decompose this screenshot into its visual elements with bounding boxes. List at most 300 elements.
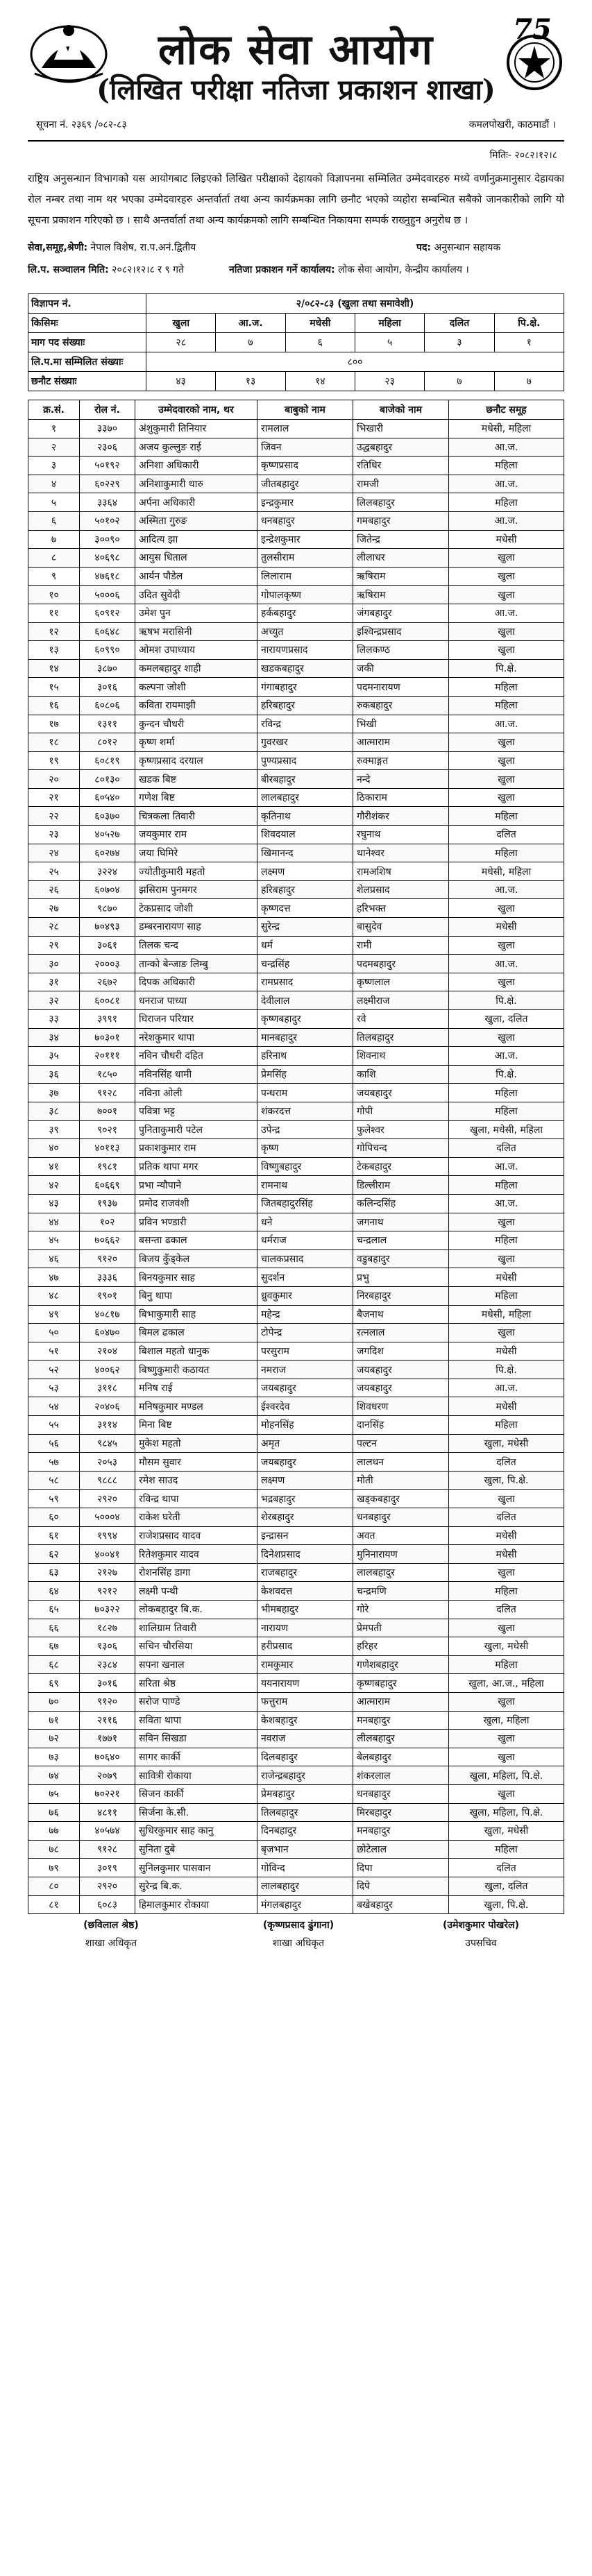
grandfather-name-cell: पल्टन <box>353 1434 449 1453</box>
group-cell: मधेसी, महिला <box>449 1305 564 1324</box>
serial-cell: ११ <box>28 604 80 622</box>
roll-cell: २०४०६ <box>80 1397 135 1416</box>
serial-cell: ५० <box>28 1324 80 1342</box>
father-name-cell: लिलाराम <box>257 567 353 586</box>
serial-cell: ३३ <box>28 1010 80 1029</box>
roll-cell: ७०६४० <box>80 1748 135 1766</box>
candidate-name-cell: कमलबहादुर शाही <box>135 659 257 678</box>
table-row <box>28 1692 564 1711</box>
serial-cell: ९ <box>28 567 80 586</box>
grandfather-name-cell: जगदिश <box>353 1342 449 1360</box>
group-cell: महिला <box>449 1655 564 1674</box>
father-name-cell: इन्द्रेशकुमार <box>257 530 353 549</box>
exam-meta <box>28 241 564 289</box>
table-row <box>28 622 564 641</box>
table-row <box>28 678 564 697</box>
summary-selected-row <box>28 372 564 391</box>
father-name-cell: कृष्णप्रसाद <box>257 457 353 475</box>
father-name-cell: मंगलबहादुर <box>257 1895 353 1914</box>
father-name-cell: शेरबहादुर <box>257 1508 353 1527</box>
summary-demand-row <box>28 333 564 352</box>
post-label: पद: <box>416 242 431 253</box>
table-row <box>28 1286 564 1305</box>
candidate-name-cell: प्रकाशकुमार राम <box>135 1139 257 1158</box>
table-row <box>28 1453 564 1472</box>
roll-cell: २३०६ <box>80 438 135 457</box>
grandfather-name-cell: प्रभु <box>353 1268 449 1287</box>
table-row <box>28 420 564 438</box>
grandfather-name-cell: ठिकाराम <box>353 788 449 807</box>
father-name-cell: लालबहादुर <box>257 788 353 807</box>
table-row <box>28 1895 564 1914</box>
father-name-cell: हरिबहादुर <box>257 696 353 715</box>
table-row <box>28 1508 564 1527</box>
father-name-cell: रामप्रसाद <box>257 973 353 991</box>
table-row <box>28 844 564 862</box>
serial-cell: ६१ <box>28 1526 80 1545</box>
roll-cell: १९०१ <box>80 1286 135 1305</box>
candidate-name-cell: कल्पना जोशी <box>135 678 257 697</box>
father-name-cell: दिनेशप्रसाद <box>257 1545 353 1564</box>
grandfather-name-cell: टेकबहादुर <box>353 1157 449 1176</box>
roll-cell: ६०८०६ <box>80 696 135 715</box>
category-cell: खुला <box>146 314 216 333</box>
candidate-name-cell: सिर्जना के.सी. <box>135 1803 257 1822</box>
candidate-name-cell: गणेश बिष्ट <box>135 788 257 807</box>
serial-cell: ४३ <box>28 1194 80 1213</box>
father-name-cell: खडकबहादुर <box>257 659 353 678</box>
table-row <box>28 604 564 622</box>
group-cell: महिला <box>449 1176 564 1195</box>
col-header-serial: क्र.सं. <box>28 400 80 420</box>
table-row <box>28 567 564 586</box>
serial-cell: ३१ <box>28 973 80 991</box>
serial-cell: ६२ <box>28 1545 80 1564</box>
serial-cell: १ <box>28 420 80 438</box>
group-cell: आ.ज. <box>449 1047 564 1066</box>
grandfather-name-cell: कृष्णलाल <box>353 973 449 991</box>
grandfather-name-cell: दानसिंह <box>353 1416 449 1435</box>
table-row <box>28 1157 564 1176</box>
group-cell: खुला <box>449 1692 564 1711</box>
table-row <box>28 1194 564 1213</box>
candidate-name-cell: उमेश पुन <box>135 604 257 622</box>
candidate-name-cell: तान्को बेन्जाङ लिम्बु <box>135 955 257 973</box>
serial-cell: २ <box>28 438 80 457</box>
grandfather-name-cell: जंगबहादुर <box>353 604 449 622</box>
group-cell: महिला <box>449 1084 564 1102</box>
candidate-name-cell: आदित्य झा <box>135 530 257 549</box>
candidate-name-cell: चित्रकला तिवारी <box>135 807 257 826</box>
signatory-3-post: उपसचिव <box>465 1938 497 1950</box>
group-cell: दलित <box>449 1601 564 1619</box>
serial-cell: ५५ <box>28 1416 80 1435</box>
group-cell: महिला <box>449 1582 564 1601</box>
candidate-name-cell: कुन्दन चौधरी <box>135 715 257 733</box>
serial-cell: ५९ <box>28 1490 80 1508</box>
father-name-cell: बृजभान <box>257 1840 353 1859</box>
candidate-name-cell: बिजय कुँड्केल <box>135 1249 257 1268</box>
signatory-2-post: शाखा अधिकृत <box>272 1938 325 1950</box>
candidate-name-cell: सुधिरकुमार साह कानु <box>135 1822 257 1841</box>
father-name-cell: बीरबहादुर <box>257 770 353 789</box>
candidate-name-cell: आयुस धिताल <box>135 549 257 568</box>
grandfather-name-cell: शिवधरण <box>353 1397 449 1416</box>
table-row <box>28 696 564 715</box>
roll-cell: ६००८१ <box>80 991 135 1010</box>
group-cell: आ.ज. <box>449 715 564 733</box>
roll-cell: १३११ <box>80 715 135 733</box>
candidate-name-cell: प्रभा न्यौपाने <box>135 1176 257 1195</box>
roll-cell: ७००१ <box>80 1102 135 1120</box>
serial-cell: ४५ <box>28 1231 80 1250</box>
roll-cell: ४००४१ <box>80 1545 135 1564</box>
father-name-cell: रामलाल <box>257 420 353 438</box>
category-cell: महिला <box>355 314 424 333</box>
roll-cell: ६०६४८ <box>80 622 135 641</box>
father-name-cell: पुण्यप्रसाद <box>257 751 353 770</box>
table-row <box>28 1010 564 1029</box>
group-cell: महिला <box>449 807 564 826</box>
candidate-name-cell: प्रतिक थापा मगर <box>135 1157 257 1176</box>
serial-cell: ४० <box>28 1139 80 1158</box>
candidate-name-cell: पुनिताकुमारी पटेल <box>135 1120 257 1139</box>
serial-cell: २३ <box>28 826 80 844</box>
father-name-cell: गंगाबहादुर <box>257 678 353 697</box>
grandfather-name-cell: वडुबहादुर <box>353 1249 449 1268</box>
candidate-name-cell: रमेश साउद <box>135 1471 257 1490</box>
category-cell: पि.क्षे. <box>494 314 564 333</box>
father-name-cell: महेन्द्र <box>257 1305 353 1324</box>
father-name-cell: दिलबहादुर <box>257 1748 353 1766</box>
table-row <box>28 1840 564 1859</box>
table-row <box>28 936 564 955</box>
anniversary-seal-icon <box>496 14 564 96</box>
candidate-name-cell: शालिग्राम तिवारी <box>135 1619 257 1637</box>
roll-cell: ६०६६९ <box>80 1176 135 1195</box>
candidate-name-cell: मनिषकुमार मण्डल <box>135 1397 257 1416</box>
table-row <box>28 955 564 973</box>
candidate-name-cell: झसिराम पुनमगर <box>135 880 257 899</box>
table-row <box>28 1471 564 1490</box>
roll-cell: १०२ <box>80 1213 135 1231</box>
serial-cell: ७७ <box>28 1822 80 1841</box>
group-cell: आ.ज. <box>449 880 564 899</box>
group-cell: खुला <box>449 936 564 955</box>
group-cell: पि.क्षे. <box>449 1065 564 1084</box>
group-cell: खुला, मधेसी <box>449 1637 564 1656</box>
table-row <box>28 511 564 530</box>
col-header-group: छनौट समूह <box>449 400 564 420</box>
table-row <box>28 770 564 789</box>
group-cell: खुला, दलित <box>449 1877 564 1895</box>
candidate-name-cell: बिमल ढकाल <box>135 1324 257 1342</box>
father-name-cell: अच्युत <box>257 622 353 641</box>
father-name-cell: तिलबहादुर <box>257 1803 353 1822</box>
serial-cell: १४ <box>28 659 80 678</box>
group-cell: महिला <box>449 696 564 715</box>
candidate-name-cell: ऋषभ मरासिनी <box>135 622 257 641</box>
serial-cell: ३४ <box>28 1028 80 1047</box>
header <box>28 0 564 139</box>
grandfather-name-cell: रुक्माङ्गत <box>353 751 449 770</box>
serial-cell: ५७ <box>28 1453 80 1472</box>
roll-cell: ३०६१ <box>80 936 135 955</box>
candidate-name-cell: रविन्द्र थापा <box>135 1490 257 1508</box>
roll-cell: ३००९० <box>80 530 135 549</box>
notice-number: सूचना नं. २३६९ /०८२-८३ <box>36 119 127 130</box>
father-name-cell: मानबहादुर <box>257 1028 353 1047</box>
grandfather-name-cell: पदमनारायण <box>353 678 449 697</box>
serial-cell: ७३ <box>28 1748 80 1766</box>
serial-cell: २७ <box>28 899 80 918</box>
header-divider <box>28 140 564 142</box>
ad-no-label: विज्ञापन नं. <box>28 294 146 314</box>
candidate-name-cell: अस्मिता गुरुङ <box>135 511 257 530</box>
table-row <box>28 586 564 604</box>
selected-cell: १३ <box>216 372 285 391</box>
group-cell: आ.ज. <box>449 1379 564 1397</box>
group-cell: खुला <box>449 1324 564 1342</box>
roll-cell: २९२० <box>80 1877 135 1895</box>
service-label: सेवा,समूह,श्रेणी: <box>28 242 88 253</box>
serial-cell: ४७ <box>28 1268 80 1287</box>
father-name-cell: परसुराम <box>257 1342 353 1360</box>
grandfather-name-cell: आत्माराम <box>353 733 449 752</box>
table-row <box>28 493 564 512</box>
father-name-cell: ध्रुवकुमार <box>257 1286 353 1305</box>
roll-cell: ३३३६ <box>80 1268 135 1287</box>
roll-cell: ३३६४ <box>80 493 135 512</box>
group-cell: खुला <box>449 567 564 586</box>
group-cell: मधेसी <box>449 1342 564 1360</box>
candidate-name-cell: लोकबहादुर बि.क. <box>135 1601 257 1619</box>
father-name-cell: चन्द्रसिंह <box>257 955 353 973</box>
roll-cell: ६०७०४ <box>80 880 135 899</box>
grandfather-name-cell: जयबहादुर <box>353 1084 449 1102</box>
serial-cell: ७६ <box>28 1803 80 1822</box>
serial-cell: १९ <box>28 751 80 770</box>
father-name-cell: भीमबहादुर <box>257 1601 353 1619</box>
table-row <box>28 1545 564 1564</box>
serial-cell: ७२ <box>28 1730 80 1748</box>
father-name-cell: उपेन्द्र <box>257 1120 353 1139</box>
roll-cell: १९८१ <box>80 1157 135 1176</box>
roll-cell: ८०१२ <box>80 733 135 752</box>
roll-cell: ९१२० <box>80 1249 135 1268</box>
grandfather-name-cell: कलिन्दसिंह <box>353 1194 449 1213</box>
candidate-name-cell: सविन सिखडा <box>135 1730 257 1748</box>
table-row <box>28 751 564 770</box>
category-cell: मधेसी <box>285 314 355 333</box>
col-header-father: बाबुको नाम <box>257 400 353 420</box>
summary-category-row <box>28 314 564 333</box>
table-row <box>28 1766 564 1785</box>
roll-cell: ९८४५ <box>80 1434 135 1453</box>
org-title: लोक सेवा आयोग <box>158 26 434 74</box>
grandfather-name-cell: निरबहादुर <box>353 1286 449 1305</box>
table-row <box>28 1102 564 1120</box>
roll-cell: ९०२१ <box>80 1120 135 1139</box>
serial-cell: ३६ <box>28 1065 80 1084</box>
candidate-name-cell: हिमालकुमार रोकाया <box>135 1895 257 1914</box>
table-row <box>28 1601 564 1619</box>
father-name-cell: कृष्ण <box>257 1139 353 1158</box>
serial-cell: ७१ <box>28 1711 80 1730</box>
selected-cell: ४३ <box>146 372 216 391</box>
father-name-cell: कृष्णदत्त <box>257 899 353 918</box>
serial-cell: ६० <box>28 1508 80 1527</box>
serial-cell: ८ <box>28 549 80 568</box>
serial-cell: १६ <box>28 696 80 715</box>
group-cell: मधेसी, महिला <box>449 420 564 438</box>
grandfather-name-cell: धनबहादुर <box>353 1784 449 1803</box>
serial-cell: ७ <box>28 530 80 549</box>
father-name-cell: शंकरदत्त <box>257 1102 353 1120</box>
roll-cell: ५०००६ <box>80 586 135 604</box>
table-row <box>28 1305 564 1324</box>
table-row <box>28 1784 564 1803</box>
grandfather-name-cell: पदमबहादुर <box>353 955 449 973</box>
serial-cell: ४४ <box>28 1213 80 1231</box>
grandfather-name-cell: ऋषिराम <box>353 586 449 604</box>
candidate-name-cell: मुकेश महतो <box>135 1434 257 1453</box>
candidate-name-cell: अनिशाकुमारी थारु <box>135 475 257 493</box>
summary-participants-row <box>28 352 564 372</box>
grandfather-name-cell: मनबहादुर <box>353 1822 449 1841</box>
selected-cell: ७ <box>494 372 564 391</box>
candidate-name-cell: तिलक चन्द <box>135 936 257 955</box>
roll-cell: ६०२७४ <box>80 844 135 862</box>
father-name-cell: नारायण <box>257 1619 353 1637</box>
group-cell: महिला <box>449 1840 564 1859</box>
candidate-name-cell: आर्यन पौडेल <box>135 567 257 586</box>
grandfather-name-cell: लीलाधर <box>353 549 449 568</box>
candidate-name-cell: सचिन चौरसिया <box>135 1637 257 1656</box>
table-row <box>28 1139 564 1158</box>
roll-cell: ३०१६ <box>80 678 135 697</box>
father-name-cell: इन्द्रासन <box>257 1526 353 1545</box>
candidate-name-cell: लक्ष्मी पन्थी <box>135 1582 257 1601</box>
service-value: नेपाल विशेष, रा.प.अनं.द्वितीय <box>90 242 196 253</box>
category-cell: दलित <box>425 314 494 333</box>
roll-cell: २०७९ <box>80 1766 135 1785</box>
serial-cell: २६ <box>28 880 80 899</box>
signatory-1-name: (छविलाल श्रेष्ठ) <box>83 1920 139 1931</box>
candidate-name-cell: अनिशा अधिकारी <box>135 457 257 475</box>
father-name-cell: खिमानन्द <box>257 844 353 862</box>
col-header-roll: रोल नं. <box>80 400 135 420</box>
grandfather-name-cell: शिवनाथ <box>353 1047 449 1066</box>
table-row <box>28 788 564 807</box>
table-row <box>28 826 564 844</box>
grandfather-name-cell: उद्धबहादुर <box>353 438 449 457</box>
roll-cell: ४०८१७ <box>80 1305 135 1324</box>
group-cell: खुला <box>449 751 564 770</box>
candidate-name-cell: बिभाकुमारी साह <box>135 1305 257 1324</box>
roll-cell: २९२० <box>80 1490 135 1508</box>
father-name-cell: फत्तुराम <box>257 1692 353 1711</box>
roll-cell: ६०९९० <box>80 641 135 660</box>
grandfather-name-cell: चन्द्रलाल <box>353 1231 449 1250</box>
candidate-name-cell: राकेश घरेती <box>135 1508 257 1527</box>
roll-cell: ३११८ <box>80 1379 135 1397</box>
table-row <box>28 1084 564 1102</box>
group-cell: खुला <box>449 1619 564 1637</box>
roll-cell: २०००३ <box>80 955 135 973</box>
grandfather-name-cell: हरिभक्त <box>353 899 449 918</box>
grandfather-name-cell: दिपा <box>353 1859 449 1877</box>
intro-paragraph: राष्ट्रिय अनुसन्धान विभागको यस आयोगबाट लिइएको लिखित परीक्षाको देहायको विज्ञापनमा सम्मिलित उम्मेदवारहरु मध्ये वर्णानुक्रमानुसार देहायका रोल नम्बर तथा नाम थर भएका उम्मेदवारहरु अन्तर्वार्ता तथा अन्य कार्यक्रमका लागि छनौट भएको व्यहोरा सम्बन्धित सबैको जानकारीको लागि यो सूचना प्रकाशन गरिएको छ । साथै अन्तर्वार्ता तथा अन्य कार्यक्रमको लागि सम्बन्धित निकायमा सम्पर्क राख्नुहुन अनुरोध छ । <box>28 173 564 226</box>
serial-cell: ६८ <box>28 1655 80 1674</box>
exam-date-value: २०८२।१२।८ र ९ गते <box>112 264 184 275</box>
father-name-cell: कृष्णबहादुर <box>257 1010 353 1029</box>
father-name-cell: नारायणप्रसाद <box>257 641 353 660</box>
grandfather-name-cell: फुलेश्वर <box>353 1120 449 1139</box>
father-name-cell: ईश्वरदेव <box>257 1397 353 1416</box>
roll-cell: १३०६ <box>80 1637 135 1656</box>
group-cell: खुला <box>449 586 564 604</box>
table-row <box>28 991 564 1010</box>
group-cell: दलित <box>449 826 564 844</box>
roll-cell: १९३७ <box>80 1194 135 1213</box>
serial-cell: ५६ <box>28 1434 80 1453</box>
roll-cell: ६०४७० <box>80 1324 135 1342</box>
roll-cell: ३०१६ <box>80 1674 135 1693</box>
grandfather-name-cell: अवत <box>353 1526 449 1545</box>
table-row <box>28 1655 564 1674</box>
results-table <box>28 400 564 1914</box>
group-cell: आ.ज. <box>449 1194 564 1213</box>
roll-cell: ९८७० <box>80 899 135 918</box>
father-name-cell: पन्धराम <box>257 1084 353 1102</box>
table-row <box>28 457 564 475</box>
roll-cell: ४००६२ <box>80 1360 135 1379</box>
grandfather-name-cell: बेलबहादुर <box>353 1748 449 1766</box>
office-location: कमलपोखरी, काठमाडौं । <box>468 119 556 130</box>
ad-no-value: २/०८२-८३ (खुला तथा समावेशी) <box>146 294 564 314</box>
father-name-cell: तुलसीराम <box>257 549 353 568</box>
candidate-name-cell: बसन्ता ढकाल <box>135 1231 257 1250</box>
serial-cell: ४१ <box>28 1157 80 1176</box>
serial-cell: ६७ <box>28 1637 80 1656</box>
candidate-name-cell: बिष्णुकुमारी कठायत <box>135 1360 257 1379</box>
father-name-cell: नवराज <box>257 1730 353 1748</box>
table-row <box>28 1490 564 1508</box>
father-name-cell: लक्ष्मण <box>257 1471 353 1490</box>
roll-cell: ६०८३ <box>80 1895 135 1914</box>
table-row <box>28 1711 564 1730</box>
serial-cell: २९ <box>28 936 80 955</box>
roll-cell: ३३७० <box>80 420 135 438</box>
grandfather-name-cell: रामजी <box>353 475 449 493</box>
serial-cell: ६६ <box>28 1619 80 1637</box>
candidate-name-cell: सुनिलकुमार पासवान <box>135 1859 257 1877</box>
roll-cell: ६०३७० <box>80 807 135 826</box>
summary-ad-row <box>28 294 564 314</box>
demand-cell: ६ <box>285 333 355 352</box>
group-cell: दलित <box>449 1859 564 1877</box>
grandfather-name-cell: मनबहादुर <box>353 1711 449 1730</box>
candidate-name-cell: बिशाल महतो धानुक <box>135 1342 257 1360</box>
group-cell: खुला <box>449 770 564 789</box>
grandfather-name-cell: दिपे <box>353 1877 449 1895</box>
demand-cell: १ <box>494 333 564 352</box>
candidate-name-cell: उदित सुवेदी <box>135 586 257 604</box>
candidate-name-cell: जया घिमिरे <box>135 844 257 862</box>
group-cell: खुला, मधेसी <box>449 1434 564 1453</box>
table-row <box>28 1176 564 1195</box>
